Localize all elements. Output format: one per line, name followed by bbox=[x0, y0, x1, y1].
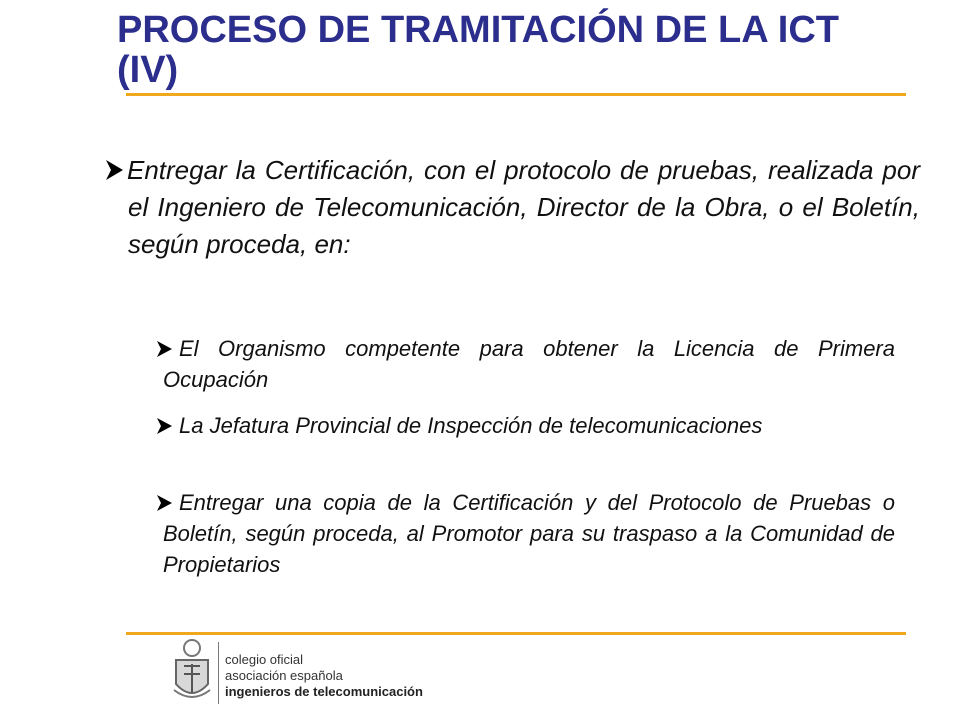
sub-bullet-text: La Jefatura Provincial de Inspección de telecomunicaciones bbox=[179, 413, 763, 438]
logo-divider bbox=[218, 642, 219, 704]
logo-text-line: colegio oficial bbox=[225, 652, 304, 667]
slide-title: PROCESO DE TRAMITACIÓN DE LA ICT (IV) bbox=[117, 9, 839, 91]
main-bullet bbox=[103, 152, 920, 263]
logo-text-line: asociación española bbox=[225, 668, 343, 683]
footer-rule bbox=[126, 632, 906, 635]
sub-bullet bbox=[163, 410, 895, 441]
arrow-bullet-icon bbox=[159, 413, 179, 435]
arrow-bullet-icon bbox=[103, 155, 127, 181]
coat-of-arms-logo bbox=[170, 636, 214, 711]
title-underline bbox=[126, 93, 906, 96]
sub-bullet-text: El Organismo competente para obtener la Licencia de Primera Ocupación bbox=[163, 336, 895, 392]
sub-bullet bbox=[163, 333, 895, 395]
sub-bullet-text: Entregar una copia de la Certificación y del Protocolo de Pruebas o Boletín, según proceda, al Promotor para su traspaso a la Comunidad de Propietarios bbox=[163, 490, 895, 577]
main-bullet-text: Entregar la Certificación, con el protocolo de pruebas, realizada por el Ingeniero de Telecomunicación, Director de la Obra, o el Boletín, según proceda, en: bbox=[127, 155, 920, 259]
sub-bullet bbox=[163, 487, 895, 580]
arrow-bullet-icon bbox=[159, 490, 179, 512]
arrow-bullet-icon bbox=[159, 336, 179, 358]
logo-text-line: ingenieros de telecomunicación bbox=[225, 684, 423, 699]
